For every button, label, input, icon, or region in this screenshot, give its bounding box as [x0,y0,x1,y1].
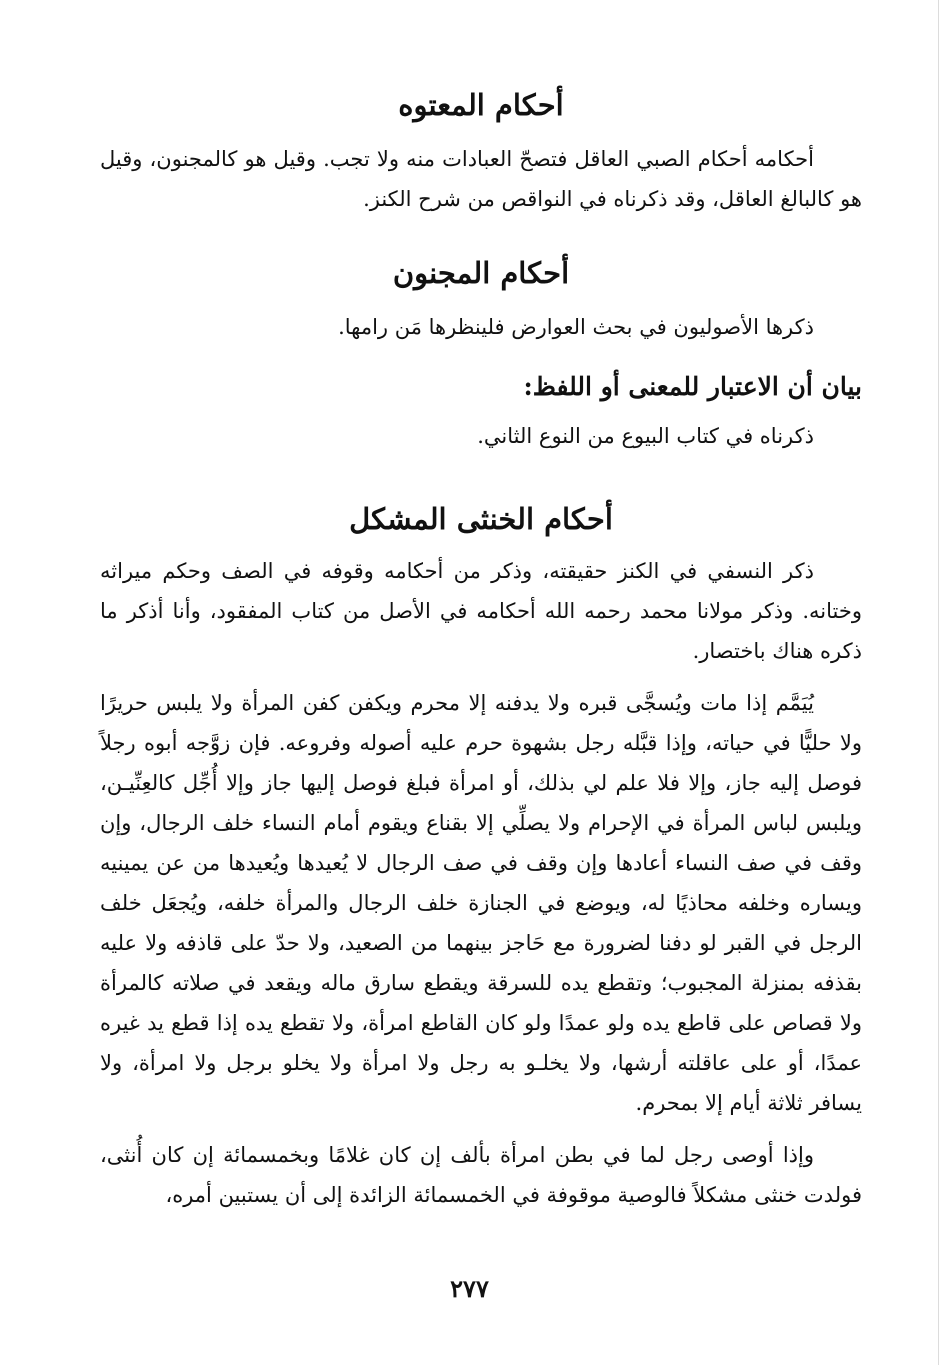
section-hermaphrodite [100,502,862,1215]
page-number: ٢٧٧ [450,1274,489,1303]
section-meaning [100,372,862,456]
heading-insane: أحكام المجنون [392,256,570,290]
paragraph-meaning: ذكرناه في كتاب البيوع من النوع الثاني. [477,424,814,448]
paragraph-hermaphrodite-1: ذكر النسفي في الكنز حقيقته، وذكر من أحكامه وقوفه في الصف وحكم ميراثه وختانه. وذكر مولانا محمد رحمه الله أحكامه في الأصل من كتاب المفقود، وأنا أذكر ما ذكره هناك باختصار. [100,558,862,663]
paragraph-insane: ذكرها الأصوليون في بحث العوارض فلينظرها مَن رامها. [338,314,814,339]
section-insane [100,256,862,347]
paragraph-hermaphrodite-3: وإذا أوصى رجل لما في بطن امرأة بألف إن كان غلامًا وبخمسمائة إن كان أُنثى، فولدت خنثى مشكلاً فالوصية موقوفة في الخمسمائة الزائدة إلى أن يستبين أمره، [100,1142,862,1207]
heading-retarded: أحكام المعتوه [398,88,564,122]
section-retarded [100,88,862,219]
paragraph-retarded: أحكامه أحكام الصبي العاقل فتصحّ العبادات منه ولا تجب. وقيل هو كالمجنون، وقيل هو كالبالغ العاقل، وقد ذكرناه في النواقص من شرح الكنز. [100,146,862,211]
paragraph-hermaphrodite-2: يُيَمَّم إذا مات ويُسجَّى قبره ولا يدفنه إلا محرم ويكفن كفن المرأة ولا يلبس حريرًا ولا حليًّا في حياته، وإذا قبَّله رجل بشهوة حرم عليه أصوله وفروعه. فإن زوَّجه أبوه رجلاً فوصل إليه جاز، وإلا فلا علم لي بذلك، أو امرأة فبلغ فوصل إليها جاز وإلا أُجِّل كالعِنِّيـن، ويلبس لباس المرأة في الإحرام ولا يصلِّي إلا بقناع ويقوم أمام النساء خلف الرجال، وإن وقف في صف النساء أعادها وإن وقف في صف الرجال لا يُعيدها ويُعيدها من عن يمينيه ويساره وخلفه محاذيًا له، ويوضع في الجنازة خلف الرجال والمرأة خلفه، ويُجعَل خلف الرجل في القبر لو دفنا لضرورة مع حَاجز بينهما من الصعيد، ولا حدّ على قاذفه ولا عليه بقذفه بمنزلة المجبوب؛ وتقطع يده للسرقة ويقطع سارق ماله ويقعد في صلاته كالمرأة ولا قصاص على قاطع يده ولو عمدًا ولو كان القاطع امرأة، ولا تقطع يده إذا قطع يد غيره عمدًا، أو على عاقلته أرشها، ولا يخلـو به رجل ولا امرأة ولا يخلو برجل ولا امرأة، ولا يسافر ثلاثة أيام إلا بمحرم. [100,690,862,1115]
heading-meaning: بيان أن الاعتبار للمعنى أو اللفظ: [523,372,862,401]
heading-hermaphrodite: أحكام الخنثى المشكل [349,502,613,536]
